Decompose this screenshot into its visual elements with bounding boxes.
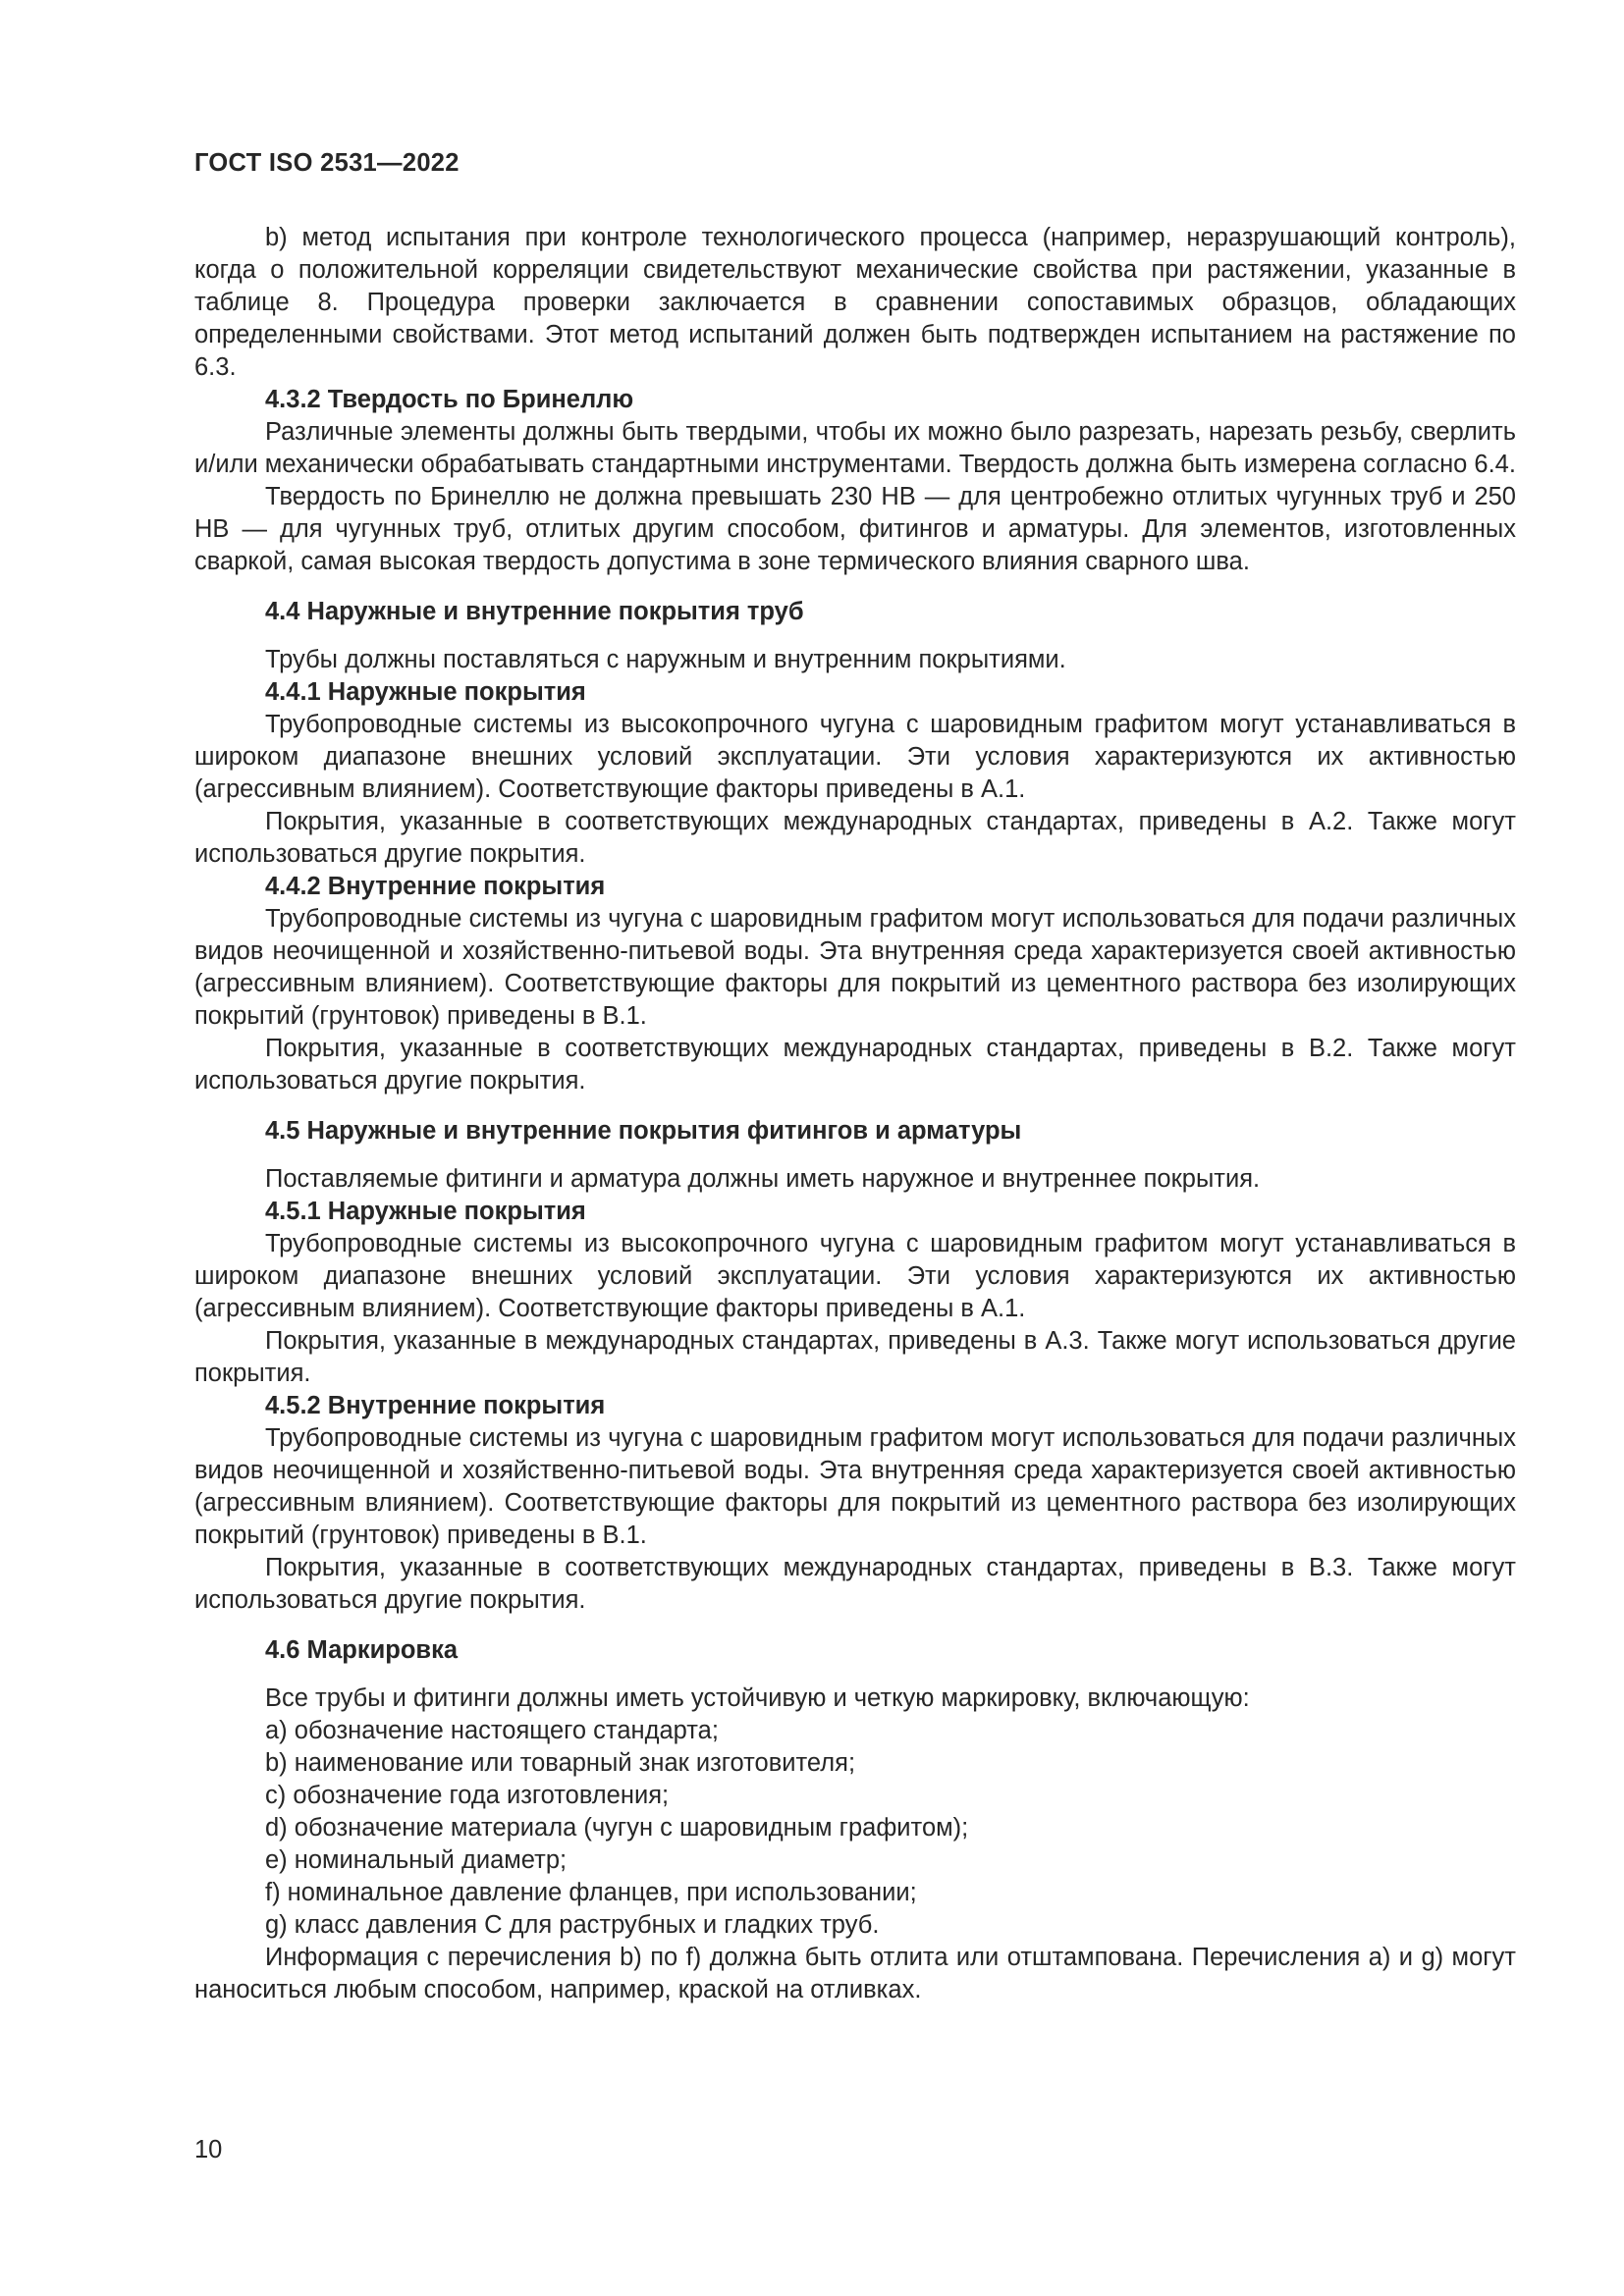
paragraph: Твердость по Бринеллю не должна превышать 230 НВ — для центробежно отлитых чугунных труб и 250 НВ — для чугунных труб, отлитых другим способом, фитингов и арматуры. Для элементов, изготовленных сваркой, самая высокая твердость допустима в зоне термического влияния сварного шва. <box>194 483 1516 575</box>
paragraph: Различные элементы должны быть твердыми, чтобы их можно было разрезать, нарезать резьбу, сверлить и/или механически обрабатывать стандартными инструментами. Твердость должна быть измерена согласно 6.4. <box>194 418 1516 478</box>
paragraph: Покрытия, указанные в международных стандартах, приведены в А.3. Также могут использоваться другие покрытия. <box>194 1327 1516 1387</box>
paragraph: Трубы должны поставляться с наружным и внутренним покрытиями. <box>265 646 1066 673</box>
list-item: с) обозначение года изготовления; <box>265 1782 670 1809</box>
section-heading-4-5: 4.5 Наружные и внутренние покрытия фитингов и арматуры <box>265 1117 1022 1145</box>
list-item: а) обозначение настоящего стандарта; <box>265 1717 719 1744</box>
document-body <box>194 222 1516 2006</box>
section-heading-4-4-2: 4.4.2 Внутренние покрытия <box>265 873 606 900</box>
page-number: 10 <box>194 2136 223 2163</box>
list-item: f) номинальное давление фланцев, при использовании; <box>265 1879 917 1906</box>
paragraph: Покрытия, указанные в соответствующих международных стандартах, приведены в В.2. Также могут использоваться другие покрытия. <box>194 1035 1516 1095</box>
paragraph: Информация с перечисления b) по f) должна быть отлита или отштампована. Перечисления а) и g) могут наноситься любым способом, например, краской на отливках. <box>194 1944 1516 2003</box>
section-heading-4-3-2: 4.3.2 Твердость по Бринеллю <box>265 386 634 413</box>
list-item: е) номинальный диаметр; <box>265 1846 568 1874</box>
section-heading-4-4: 4.4 Наружные и внутренние покрытия труб <box>265 598 804 625</box>
list-item: d) обозначение материала (чугун с шаровидным графитом); <box>265 1814 969 1842</box>
paragraph: Трубопроводные системы из высокопрочного чугуна с шаровидным графитом могут устанавливаться в широком диапазоне внешних условий эксплуатации. Эти условия характеризуются их активностью (агрессивным влиянием). Соответствующие факторы приведены в А.1. <box>194 1230 1516 1322</box>
paragraph: Покрытия, указанные в соответствующих международных стандартах, приведены в В.3. Также могут использоваться другие покрытия. <box>194 1554 1516 1614</box>
section-heading-4-4-1: 4.4.1 Наружные покрытия <box>265 678 586 706</box>
list-item: g) класс давления С для раструбных и гладких труб. <box>265 1911 880 1939</box>
section-heading-4-5-1: 4.5.1 Наружные покрытия <box>265 1198 586 1225</box>
paragraph: Трубопроводные системы из чугуна с шаровидным графитом могут использоваться для подачи различных видов неочищенной и хозяйственно-питьевой воды. Эта внутренняя среда характеризуется своей активностью (агрессивным влиянием). Соответствующие факторы для покрытий из цементного раствора без изолирующих покрытий (грунтовок) приведены в В.1. <box>194 905 1516 1030</box>
document-header: ГОСТ ISO 2531—2022 <box>194 149 460 177</box>
list-item: b) наименование или товарный знак изготовителя; <box>265 1749 856 1777</box>
paragraph: Все трубы и фитинги должны иметь устойчивую и четкую маркировку, включающую: <box>265 1684 1250 1712</box>
paragraph: Трубопроводные системы из чугуна с шаровидным графитом могут использоваться для подачи различных видов неочищенной и хозяйственно-питьевой воды. Эта внутренняя среда характеризуется своей активностью (агрессивным влиянием). Соответствующие факторы для покрытий из цементного раствора без изолирующих покрытий (грунтовок) приведены в В.1. <box>194 1424 1516 1549</box>
section-heading-4-5-2: 4.5.2 Внутренние покрытия <box>265 1392 606 1419</box>
section-heading-4-6: 4.6 Маркировка <box>265 1636 459 1664</box>
paragraph: Поставляемые фитинги и арматура должны иметь наружное и внутреннее покрытия. <box>265 1165 1261 1193</box>
paragraph: b) метод испытания при контроле технологического процесса (например, неразрушающий контроль), когда о положительной корреляции свидетельствуют механические свойства при растяжении, указанные в таблице 8. Процедура проверки заключается в сравнении сопоставимых образцов, обладающих определенными свойствами. Этот метод испытаний должен быть подтвержден испытанием на растяжение по 6.3. <box>194 224 1516 381</box>
paragraph: Трубопроводные системы из высокопрочного чугуна с шаровидным графитом могут устанавливаться в широком диапазоне внешних условий эксплуатации. Эти условия характеризуются их активностью (агрессивным влиянием). Соответствующие факторы приведены в А.1. <box>194 711 1516 803</box>
paragraph: Покрытия, указанные в соответствующих международных стандартах, приведены в А.2. Также могут использоваться другие покрытия. <box>194 808 1516 868</box>
